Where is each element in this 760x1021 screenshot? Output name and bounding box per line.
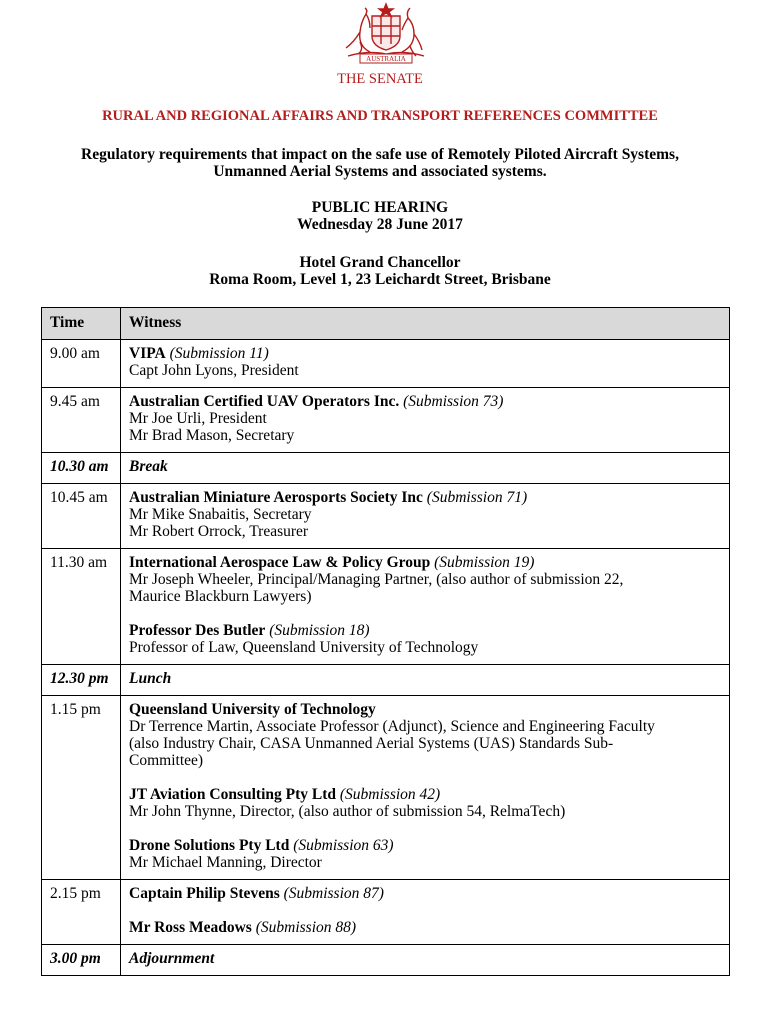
time-column-header: Time [42, 308, 121, 340]
hearing-info [0, 199, 760, 233]
witness-group [129, 622, 723, 656]
organisation-name: Queensland University of Technology [129, 701, 376, 718]
witness-heading [129, 393, 723, 410]
witness-group [129, 554, 723, 605]
witness-cell [121, 880, 730, 945]
time-cell: 9.45 am [42, 388, 121, 453]
witness-group [129, 786, 723, 820]
witness-person: Dr Terrence Martin, Associate Professor (Adjunct), Science and Engineering Faculty [129, 718, 655, 735]
venue-address: Roma Room, Level 1, 23 Leichardt Street, Brisbane [209, 271, 551, 288]
witness-group [129, 489, 723, 540]
witness-heading [129, 622, 723, 639]
submission-number: (Submission 88) [255, 919, 357, 936]
time-cell: 3.00 pm [42, 945, 121, 976]
time-cell: 10.45 am [42, 484, 121, 549]
table-row [42, 696, 730, 880]
venue-info [0, 254, 760, 288]
venue-name: Hotel Grand Chancellor [299, 254, 461, 271]
submission-number: (Submission 11) [169, 345, 269, 362]
organisation-name: Mr Ross Meadows [129, 919, 252, 936]
witness-person: Mr Robert Orrock, Treasurer [129, 523, 309, 540]
time-cell: 10.30 am [42, 453, 121, 484]
committee-name: RURAL AND REGIONAL AFFAIRS AND TRANSPORT REFERENCES COMMITTEE [102, 108, 658, 124]
witness-person: Mr Joe Urli, President [129, 410, 267, 427]
crest-banner-text: AUSTRALIA [366, 55, 406, 63]
break-row [42, 665, 730, 696]
inquiry-subject-line: Unmanned Aerial Systems and associated systems. [213, 163, 547, 180]
witness-group [129, 393, 723, 444]
organisation-name: Professor Des Butler [129, 622, 266, 639]
witness-person: Mr Brad Mason, Secretary [129, 427, 295, 444]
submission-number: (Submission 87) [283, 885, 384, 902]
organisation-name: Australian Certified UAV Operators Inc. [129, 393, 400, 410]
witness-group [129, 345, 723, 379]
table-row [42, 388, 730, 453]
witness-heading [129, 554, 723, 571]
witness-heading [129, 837, 723, 854]
organisation-name: Captain Philip Stevens [129, 885, 280, 902]
time-cell: 12.30 pm [42, 665, 121, 696]
organisation-name: JT Aviation Consulting Pty Ltd [129, 786, 337, 803]
table-row [42, 549, 730, 665]
witness-heading [129, 345, 723, 362]
witness-cell [121, 484, 730, 549]
table-row [42, 340, 730, 388]
program-table [41, 307, 730, 976]
inquiry-subject-line: Regulatory requirements that impact on the safe use of Remotely Piloted Aircraft Systems, [81, 146, 679, 163]
witness-cell [121, 696, 730, 880]
table-header-row [42, 308, 730, 340]
coat-of-arms-logo [338, 2, 434, 70]
witness-person: Mr John Thynne, Director, (also author of submission 54, RelmaTech) [129, 803, 566, 820]
time-cell: 2.15 pm [42, 880, 121, 945]
organisation-name: VIPA [129, 345, 166, 362]
organisation-name: International Aerospace Law & Policy Group [129, 554, 431, 571]
submission-number: (Submission 19) [434, 554, 535, 571]
submission-number: (Submission 63) [293, 837, 394, 854]
witness-person: (also Industry Chair, CASA Unmanned Aerial Systems (UAS) Standards Sub- [129, 735, 614, 752]
witness-group [129, 701, 723, 769]
program-table-body [42, 340, 730, 976]
submission-number: (Submission 73) [403, 393, 504, 410]
hearing-date: Wednesday 28 June 2017 [297, 216, 463, 233]
witness-person: Mr Joseph Wheeler, Principal/Managing Partner, (also author of submission 22, [129, 571, 624, 588]
submission-number: (Submission 18) [269, 622, 370, 639]
time-cell: 11.30 am [42, 549, 121, 665]
witness-person: Committee) [129, 752, 204, 769]
witness-person: Capt John Lyons, President [129, 362, 299, 379]
witness-column-header: Witness [121, 308, 730, 340]
submission-number: (Submission 42) [339, 786, 441, 803]
submission-number: (Submission 71) [426, 489, 528, 506]
table-row [42, 484, 730, 549]
witness-person: Professor of Law, Queensland University of Technology [129, 639, 479, 656]
witness-heading [129, 489, 723, 506]
break-cell: Adjournment [121, 945, 730, 976]
break-cell: Break [121, 453, 730, 484]
witness-cell [121, 340, 730, 388]
time-cell: 1.15 pm [42, 696, 121, 880]
inquiry-subject [0, 146, 760, 180]
witness-person: Mr Michael Manning, Director [129, 854, 322, 871]
witness-group [129, 885, 723, 902]
break-row [42, 453, 730, 484]
organisation-name: Drone Solutions Pty Ltd [129, 837, 290, 854]
organisation-name: Australian Miniature Aerosports Society Inc [129, 489, 423, 506]
witness-group [129, 919, 723, 936]
break-row [42, 945, 730, 976]
break-cell: Lunch [121, 665, 730, 696]
table-row [42, 880, 730, 945]
witness-person: Maurice Blackburn Lawyers) [129, 588, 312, 605]
chamber-name: THE SENATE [337, 71, 423, 87]
witness-heading [129, 786, 723, 803]
witness-heading [129, 919, 723, 936]
witness-cell [121, 549, 730, 665]
witness-heading [129, 701, 723, 718]
witness-group [129, 837, 723, 871]
witness-person: Mr Mike Snabaitis, Secretary [129, 506, 312, 523]
hearing-type: PUBLIC HEARING [311, 199, 449, 216]
witness-heading [129, 885, 723, 902]
time-cell: 9.00 am [42, 340, 121, 388]
witness-cell [121, 388, 730, 453]
